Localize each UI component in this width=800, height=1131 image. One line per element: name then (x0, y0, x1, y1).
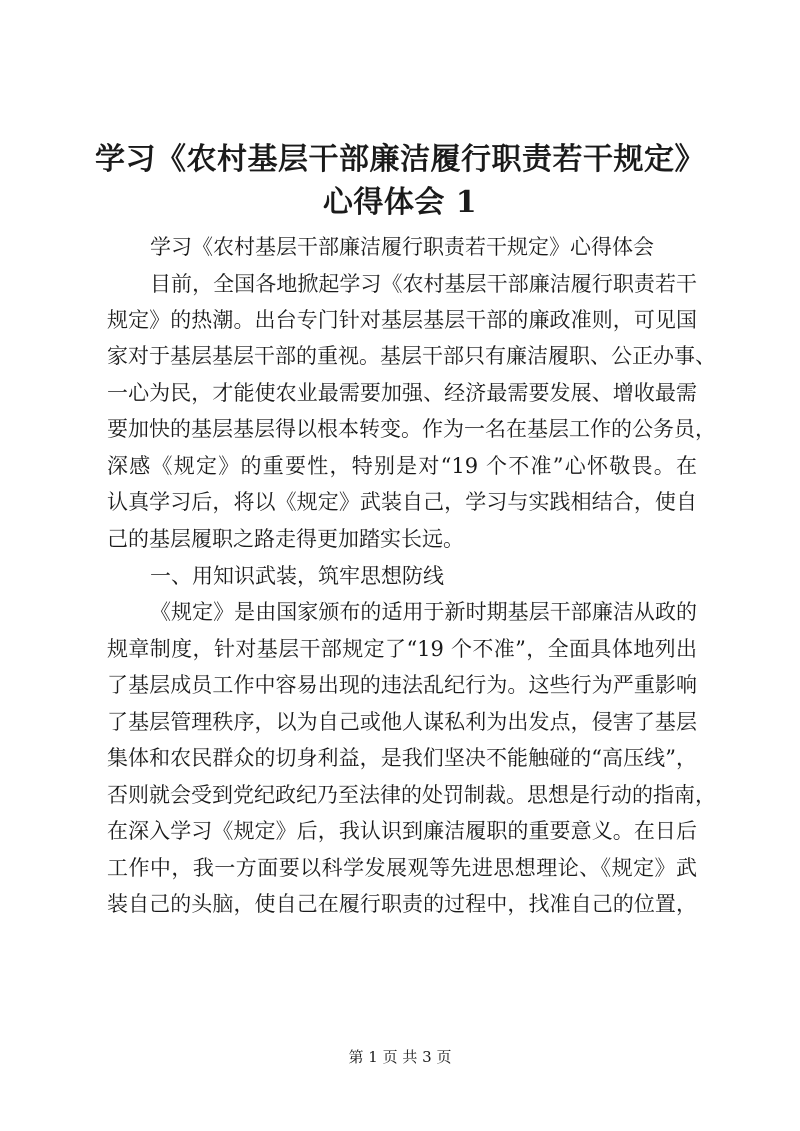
body-line: 在深入学习《规定》后，我认识到廉洁履职的重要意义。在日后 (107, 819, 697, 843)
body-line: 了基层管理秩序，以为自己或他人谋私利为出发点，侵害了基层 (107, 710, 697, 734)
body-line: 家对于基层基层干部的重视。基层干部只有廉洁履职、公正办事、 (107, 344, 716, 368)
body-line: 规章制度，针对基层干部规定了“19 个不准”，全面具体地列出 (107, 637, 697, 661)
body-line: 《规定》是由国家颁布的适用于新时期基层干部廉洁从政的 (150, 600, 697, 624)
body-line: 学习《农村基层干部廉洁履行职责若干规定》心得体会 (150, 235, 654, 259)
document-title-line-1: 学习《农村基层干部廉洁履行职责若干规定》 (95, 142, 705, 177)
body-line: 规定》的热潮。出台专门针对基层基层干部的廉政准则，可见国 (107, 308, 697, 332)
document-title-line-2: 心得体会 1 (322, 185, 478, 220)
body-line: 集体和农民群众的切身利益，是我们坚决不能触碰的“高压线”， (107, 746, 697, 770)
page-footer: 第 1 页 共 3 页 (348, 1048, 452, 1066)
body-line: 目前，全国各地掀起学习《农村基层干部廉洁履行职责若干 (150, 272, 697, 296)
body-line: 深感《规定》的重要性，特别是对“19 个不准”心怀敬畏。在 (107, 454, 697, 478)
body-line: 否则就会受到党纪政纪乃至法律的处罚制裁。思想是行动的指南， (107, 783, 716, 807)
section-heading: 一、用知识武装，筑牢思想防线 (150, 564, 444, 588)
body-line: 己的基层履职之路走得更加踏实长远。 (107, 527, 464, 551)
body-line: 认真学习后，将以《规定》武装自己，学习与实践相结合，使自 (107, 490, 697, 514)
body-line: 了基层成员工作中容易出现的违法乱纪行为。这些行为严重影响 (107, 673, 697, 697)
body-line: 一心为民，才能使农业最需要加强、经济最需要发展、增收最需 (107, 381, 697, 405)
body-line: 装自己的头脑，使自己在履行职责的过程中，找准自己的位置， (107, 892, 697, 916)
body-line: 要加快的基层基层得以根本转变。作为一名在基层工作的公务员， (107, 417, 716, 441)
body-line: 工作中，我一方面要以科学发展观等先进思想理论、《规定》武 (107, 856, 697, 880)
